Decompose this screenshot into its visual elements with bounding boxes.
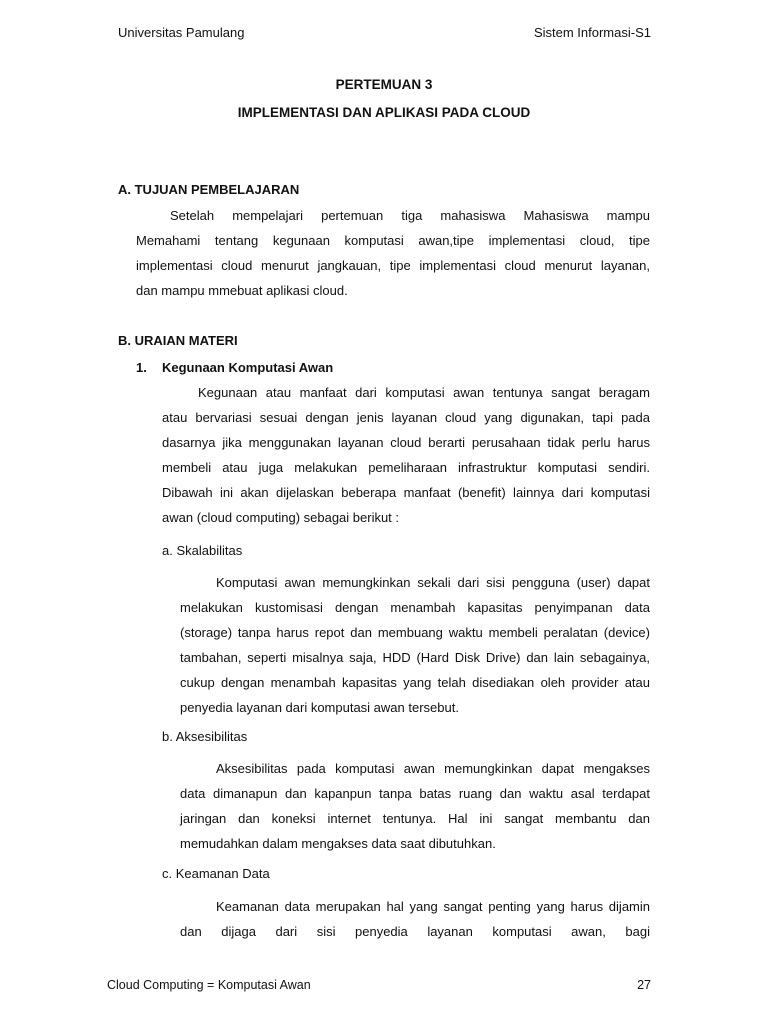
paragraph-line: data dimanapun dan kapanpun tanpa batas ruang dan waktu asal terdapat: [180, 786, 650, 801]
list-item-label: c. Keamanan Data: [162, 866, 270, 881]
paragraph-line: cukup dengan menambah kapasitas yang telah disediakan oleh provider atau: [180, 675, 650, 690]
paragraph-line: memudahkan dalam mengakses data saat dibutuhkan.: [180, 836, 496, 851]
page-number: 27: [637, 978, 651, 992]
section-a-line: dan mampu mmebuat aplikasi cloud.: [136, 283, 348, 298]
paragraph-line: (storage) tanpa harus repot dan membuang waktu membeli peralatan (device): [180, 625, 650, 640]
chapter-title: IMPLEMENTASI DAN APLIKASI PADA CLOUD: [237, 105, 531, 120]
subsection-title: Kegunaan Komputasi Awan: [162, 360, 334, 375]
paragraph-line: dasarnya jika menggunakan layanan cloud berarti perusahaan tidak perlu harus: [162, 435, 650, 450]
list-item-label: a. Skalabilitas: [162, 543, 243, 558]
paragraph-line: dan dijaga dari sisi penyedia layanan komputasi awan, bagi: [180, 924, 650, 939]
subsection-number: 1.: [136, 360, 147, 375]
paragraph-line: Aksesibilitas pada komputasi awan memungkinkan dapat mengakses: [216, 761, 650, 776]
paragraph-line: Komputasi awan memungkinkan sekali dari sisi pengguna (user) dapat: [216, 575, 650, 590]
running-footer-left: Cloud Computing = Komputasi Awan: [107, 978, 311, 992]
running-header-right: Sistem Informasi-S1: [533, 25, 651, 40]
section-a-line: Setelah mempelajari pertemuan tiga mahasiswa Mahasiswa mampu: [170, 208, 650, 223]
section-a-heading: A. TUJUAN PEMBELAJARAN: [118, 182, 300, 197]
paragraph-line: penyedia layanan dari komputasi awan tersebut.: [180, 700, 459, 715]
section-a-line: implementasi cloud menurut jangkauan, tipe implementasi cloud menurut layanan,: [136, 258, 650, 273]
paragraph-line: awan (cloud computing) sebagai berikut :: [162, 510, 400, 525]
paragraph-line: membeli atau juga melakukan pemeliharaan infrastruktur komputasi sendiri.: [162, 460, 650, 475]
section-a-line: Memahami tentang kegunaan komputasi awan,tipe implementasi cloud, tipe: [136, 233, 650, 248]
paragraph-line: Keamanan data merupakan hal yang sangat penting yang harus dijamin: [216, 899, 650, 914]
running-header-left: Universitas Pamulang: [118, 25, 245, 40]
paragraph-line: tambahan, seperti misalnya saja, HDD (Hard Disk Drive) dan lain sebagainya,: [180, 650, 650, 665]
section-b-heading: B. URAIAN MATERI: [118, 333, 238, 348]
paragraph-line: melakukan kustomisasi dengan menambah kapasitas penyimpanan data: [180, 600, 650, 615]
meeting-title: PERTEMUAN 3: [335, 77, 433, 92]
list-item-label: b. Aksesibilitas: [162, 729, 248, 744]
paragraph-line: jaringan dan koneksi internet tentunya. Hal ini sangat membantu dan: [180, 811, 650, 826]
paragraph-line: atau bervariasi sesuai dengan jenis layanan cloud yang digunakan, tapi pada: [162, 410, 650, 425]
paragraph-line: Kegunaan atau manfaat dari komputasi awan tentunya sangat beragam: [198, 385, 650, 400]
paragraph-line: Dibawah ini akan dijelaskan beberapa manfaat (benefit) lainnya dari komputasi: [162, 485, 650, 500]
